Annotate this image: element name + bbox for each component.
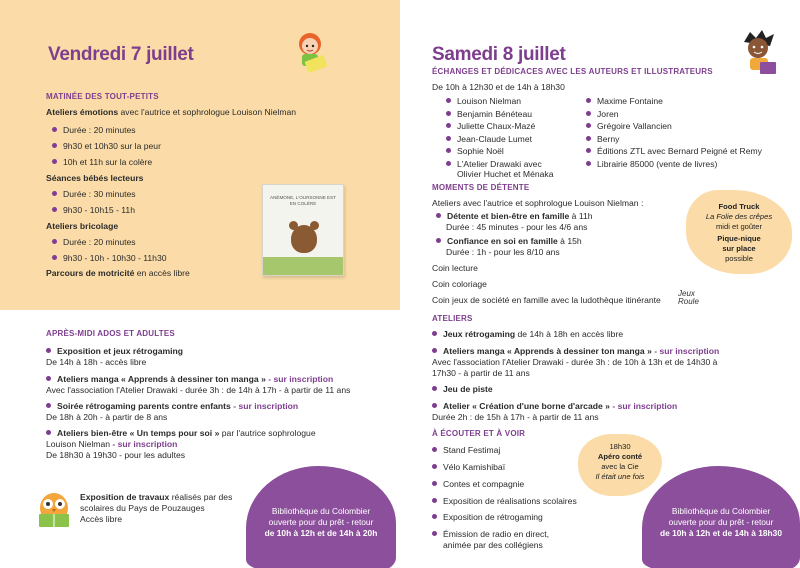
biblio-line: Bibliothèque du Colombier: [271, 506, 371, 516]
bibliotheque-saturday-badge: [642, 466, 800, 568]
author-item: Louison Nielman: [446, 96, 521, 107]
atelier-item: Ateliers manga « Apprends à dessiner ton manga » - sur inscription: [432, 346, 719, 357]
coin-lecture: Coin lecture: [432, 263, 478, 273]
author-item: Maxime Fontaine: [586, 96, 663, 107]
author-item: Grégoire Vallancien: [586, 121, 672, 132]
list-item: Durée : 30 minutes: [52, 189, 136, 200]
apero-italic: Il était une fois: [595, 472, 645, 481]
atelier-item: Jeu de piste: [432, 384, 493, 395]
author-item: Sophie Noël: [446, 146, 504, 157]
author-item: Joren: [586, 109, 619, 120]
atelier-item: Atelier « Création d'une borne d'arcade » - sur inscription: [432, 401, 677, 412]
coin-coloriage: Coin coloriage: [432, 279, 487, 289]
detente-intro: Ateliers avec l'autrice et sophrologue Louison Nielman :: [432, 198, 644, 208]
event-line: De 14h à 18h - accès libre: [46, 357, 147, 367]
ateliers-heading: ATELIERS: [432, 314, 473, 323]
biblio-line: ouverte pour du prêt - retour: [268, 517, 374, 527]
event-bien-etre: Ateliers bien-être « Un temps pour soi » par l'autrice sophrologue: [46, 428, 316, 439]
ecouter-item-extra: animée par des collégiens: [443, 540, 543, 550]
author-item: Éditions ZTL avec Bernard Peigné et Remy: [586, 146, 762, 157]
biblio-line: ouverte pour du prêt - retour: [668, 517, 774, 527]
ecouter-item: Exposition de réalisations scolaires: [432, 496, 577, 507]
boy-reading-icon: [736, 28, 780, 78]
bibliotheque-friday-badge: [246, 466, 396, 568]
apres-midi-heading: APRÈS-MIDI ADOS ET ADULTES: [46, 329, 175, 338]
atelier-item: Jeux rétrogaming de 14h à 18h en accès libre: [432, 329, 623, 340]
ecouter-item: Exposition de rétrogaming: [432, 512, 543, 523]
owl-reading-icon: [34, 488, 74, 530]
list-item: 10h et 11h sur la colère: [52, 157, 152, 168]
jeux-roule-logo: Jeux Roule: [678, 289, 699, 306]
expo-line1: Exposition de travaux réalisés par des: [80, 492, 233, 502]
picnic-line: Pique-nique: [717, 234, 761, 243]
food-line: midi et goûter: [715, 222, 762, 231]
ecouter-item: Vélo Kamishibaï: [432, 462, 505, 473]
atelier-line: 17h30 - à partir de 11 ans: [432, 368, 530, 378]
food-italic: La Folie des crêpes: [705, 212, 773, 221]
event-line: De 18h à 20h - à partir de 8 ans: [46, 412, 168, 422]
author-item: Juliette Chaux-Mazé: [446, 121, 535, 132]
bricolage-title: Ateliers bricolage: [46, 221, 119, 231]
event-retrogaming-expo: Exposition et jeux rétrogaming: [46, 346, 183, 357]
detente-item: Détente et bien-être en famille à 11h: [436, 211, 593, 222]
list-item: Durée : 20 minutes: [52, 125, 136, 136]
author-item-extra: Olivier Huchet et Ménaka: [457, 169, 554, 179]
echanges-heading: ÉCHANGES ET DÉDICACES AVEC LES AUTEURS ET ILLUSTRATEURS: [432, 67, 713, 76]
coin-jeux: Coin jeux de société en famille avec la ludothèque itinérante: [432, 295, 661, 305]
book-cover-image: [262, 184, 344, 276]
expo-line2: scolaires du Pays de Pouzauges: [80, 503, 205, 513]
book-title: ANÉMONE, L'OURSONNE EST EN COLÈRE: [270, 195, 336, 206]
event-line: De 18h30 à 19h30 - pour les adultes: [46, 450, 186, 460]
author-item: Librairie 85000 (vente de livres): [586, 159, 717, 170]
bear-illustration: [291, 225, 317, 253]
atelier-line: Durée 2h : de 15h à 17h - à partir de 11 ans: [432, 412, 599, 422]
detente-line: Durée : 1h - pour les 8/10 ans: [446, 247, 560, 257]
event-line: Avec l'association l'Atelier Drawaki - durée 3h : de 14h à 17h - à partir de 11 ans: [46, 385, 351, 395]
author-item: Jean-Claude Lumet: [446, 134, 532, 145]
parcours-line: Parcours de motricité en accès libre: [46, 268, 190, 278]
expo-line3: Accès libre: [80, 514, 123, 524]
biblio-line: de 10h à 12h et de 14h à 20h: [264, 528, 378, 538]
ecouter-item: Stand Festimaj: [432, 445, 500, 456]
biblio-line: de 10h à 12h et de 14h à 18h30: [660, 528, 782, 538]
apero-line: avec la Cie: [601, 462, 639, 471]
friday-title: Vendredi 7 juillet: [48, 44, 194, 65]
author-item: Benjamin Bénéteau: [446, 109, 532, 120]
ecouter-item: Contes et compagnie: [432, 479, 524, 490]
detente-line: Durée : 45 minutes - pour les 4/6 ans: [446, 222, 588, 232]
event-manga: Ateliers manga « Apprends à dessiner ton manga » - sur inscription: [46, 374, 333, 385]
picnic-line: sur place: [722, 244, 756, 253]
list-item: 9h30 - 10h - 10h30 - 11h30: [52, 253, 167, 264]
list-item: 9h30 - 10h15 - 11h: [52, 205, 135, 216]
matinee-heading: MATINÉE DES TOUT-PETITS: [46, 92, 159, 101]
apero-time: 18h30: [609, 442, 631, 451]
biblio-line: Bibliothèque du Colombier: [671, 506, 771, 516]
ecouter-heading: À ÉCOUTER ET À VOIR: [432, 429, 526, 438]
picnic-line: possible: [725, 254, 753, 263]
saturday-title: Samedi 8 juillet: [432, 44, 566, 65]
food-truck-badge: [686, 190, 792, 274]
detente-heading: MOMENTS DE DÉTENTE: [432, 183, 530, 192]
author-item: L'Atelier Drawaki avec: [446, 159, 542, 170]
list-item: Durée : 20 minutes: [52, 237, 136, 248]
seances-title: Séances bébés lecteurs: [46, 173, 144, 183]
event-line: Louison Nielman - sur inscription: [46, 439, 178, 449]
girl-reading-icon: [288, 28, 334, 76]
author-item: Berny: [586, 134, 619, 145]
detente-item: Confiance en soi en famille à 15h: [436, 236, 582, 247]
event-soiree: Soirée rétrogaming parents contre enfants - sur inscription: [46, 401, 298, 412]
apero-title: Apéro conté: [597, 452, 643, 461]
ateliers-emotions-line: Ateliers émotions avec l'autrice et sophrologue Louison Nielman: [46, 107, 297, 117]
atelier-line: Avec l'association l'Atelier Drawaki - durée 3h : de 10h à 13h et de 14h30 à: [432, 357, 718, 367]
ecouter-item: Émission de radio en direct,: [432, 529, 549, 540]
echanges-hours: De 10h à 12h30 et de 14h à 18h30: [432, 82, 565, 92]
food-title: Food Truck: [718, 202, 760, 211]
apero-conte-badge: [578, 434, 662, 496]
list-item: 9h30 et 10h30 sur la peur: [52, 141, 161, 152]
